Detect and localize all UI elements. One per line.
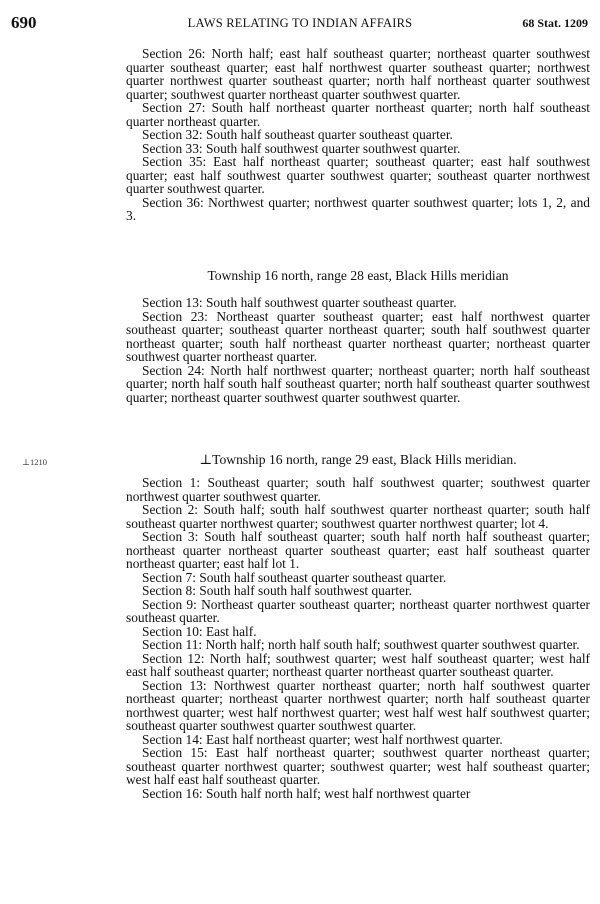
section-paragraph: Section 32: South half southeast quarter southeast quarter. [142,127,453,142]
section-paragraph: Section 14: East half northeast quarter; west half northwest quarter. [142,731,503,747]
section-paragraph: Section 15: East half northeast quarter; southwest quarter northeast quarter; southeast quarter northwest quarter; southwest quarter; west half southeast quarter; west half east half southeast quarter. [126,745,590,787]
section-paragraph: Section 3: South half southeast quarter; south half north half southeast quarter; northeast quarter northeast quarter southeast quarter; east half southeast quarter northeast quarter; east half lot 1. [126,529,590,571]
section-paragraph: Section 26: North half; east half southeast quarter; northeast quarter southwest quarter southeast quarter; east half northwest quarter southeast quarter; northwest quarter northwest quarter southeast quarter; north half northeast quarter southwest quarter; southwest quarter northeast quarter southwest quarter. [126,46,590,102]
section-block-range-27 [126,47,590,223]
section-paragraph: Section 23: Northeast quarter southeast quarter; east half northwest quarter southeast quarter; southeast quarter northeast quarter; south half southwest quarter northeast quarter; south half northeast quarter northeast quarter; northeast quarter southwest quarter northeast quarter. [126,308,590,364]
section-paragraph: Section 12: North half; southwest quarter; west half southeast quarter; west half east half southeast quarter; northeast quarter northeast quarter southeast quarter. [126,650,590,679]
township-29-block [126,453,590,800]
section-paragraph: Section 33: South half southwest quarter southwest quarter. [142,140,461,156]
township-28-block [126,269,590,404]
section-paragraph: Section 13: South half southwest quarter southeast quarter. [142,295,457,310]
section-paragraph: Section 36: Northwest quarter; northwest quarter southwest quarter; lots 1, 2, and 3. [126,194,590,223]
statute-citation: 68 Stat. 1209 [522,16,588,30]
section-paragraph: Section 10: East half. [142,623,257,639]
running-title: LAWS RELATING TO INDIAN AFFAIRS [187,16,413,30]
section-paragraph: Section 8: South half south half southwest quarter. [142,583,413,598]
margin-page-note: ⊥1210 [22,457,47,467]
township-heading: ⊥Township 16 north, range 29 east, Black Hills meridian. [199,452,517,467]
section-paragraph: Section 9: Northeast quarter southeast quarter; northeast quarter northwest quarter southeast quarter. [126,596,590,625]
section-paragraph: Section 24: North half northwest quarter; northeast quarter; north half southeast quarter; north half south half southeast quarter; north half southeast quarter southwest quarter; northeast quarter southwest quarter southwest quarter. [126,362,590,405]
section-paragraph: Section 2: South half; south half southwest quarter northeast quarter; south half southeast quarter northwest quarter; southwest quarter northwest quarter; lot 4. [126,502,590,531]
section-paragraph: Section 27: South half northeast quarter northeast quarter; north half southeast quarter northeast quarter. [126,100,590,129]
township-heading: Township 16 north, range 28 east, Black Hills meridian [207,268,509,283]
running-header [0,13,600,33]
page-number: 690 [11,13,37,32]
section-paragraph: Section 7: South half southeast quarter southeast quarter. [142,569,447,585]
section-paragraph: Section 11: North half; north half south half; southwest quarter southwest quarter. [142,637,580,652]
section-paragraph: Section 35: East half northeast quarter; southeast quarter; east half southwest quarter; east half southwest quarter southwest quarter; southeast quarter northwest quarter southwest quarter. [126,154,590,196]
section-paragraph: Section 13: Northwest quarter northeast quarter; north half southwest quarter northeast quarter; northeast quarter northwest quarter; north half southeast quarter northwest quarter; west half northwest quarter; west half west half southwest quarter; southeast quarter southwest quarter southwest quarter. [126,677,590,733]
section-paragraph: Section 16: South half north half; west half northwest quarter [142,785,471,801]
section-paragraph: Section 1: Southeast quarter; south half southwest quarter; southwest quarter northwest quarter southwest quarter. [126,475,590,504]
